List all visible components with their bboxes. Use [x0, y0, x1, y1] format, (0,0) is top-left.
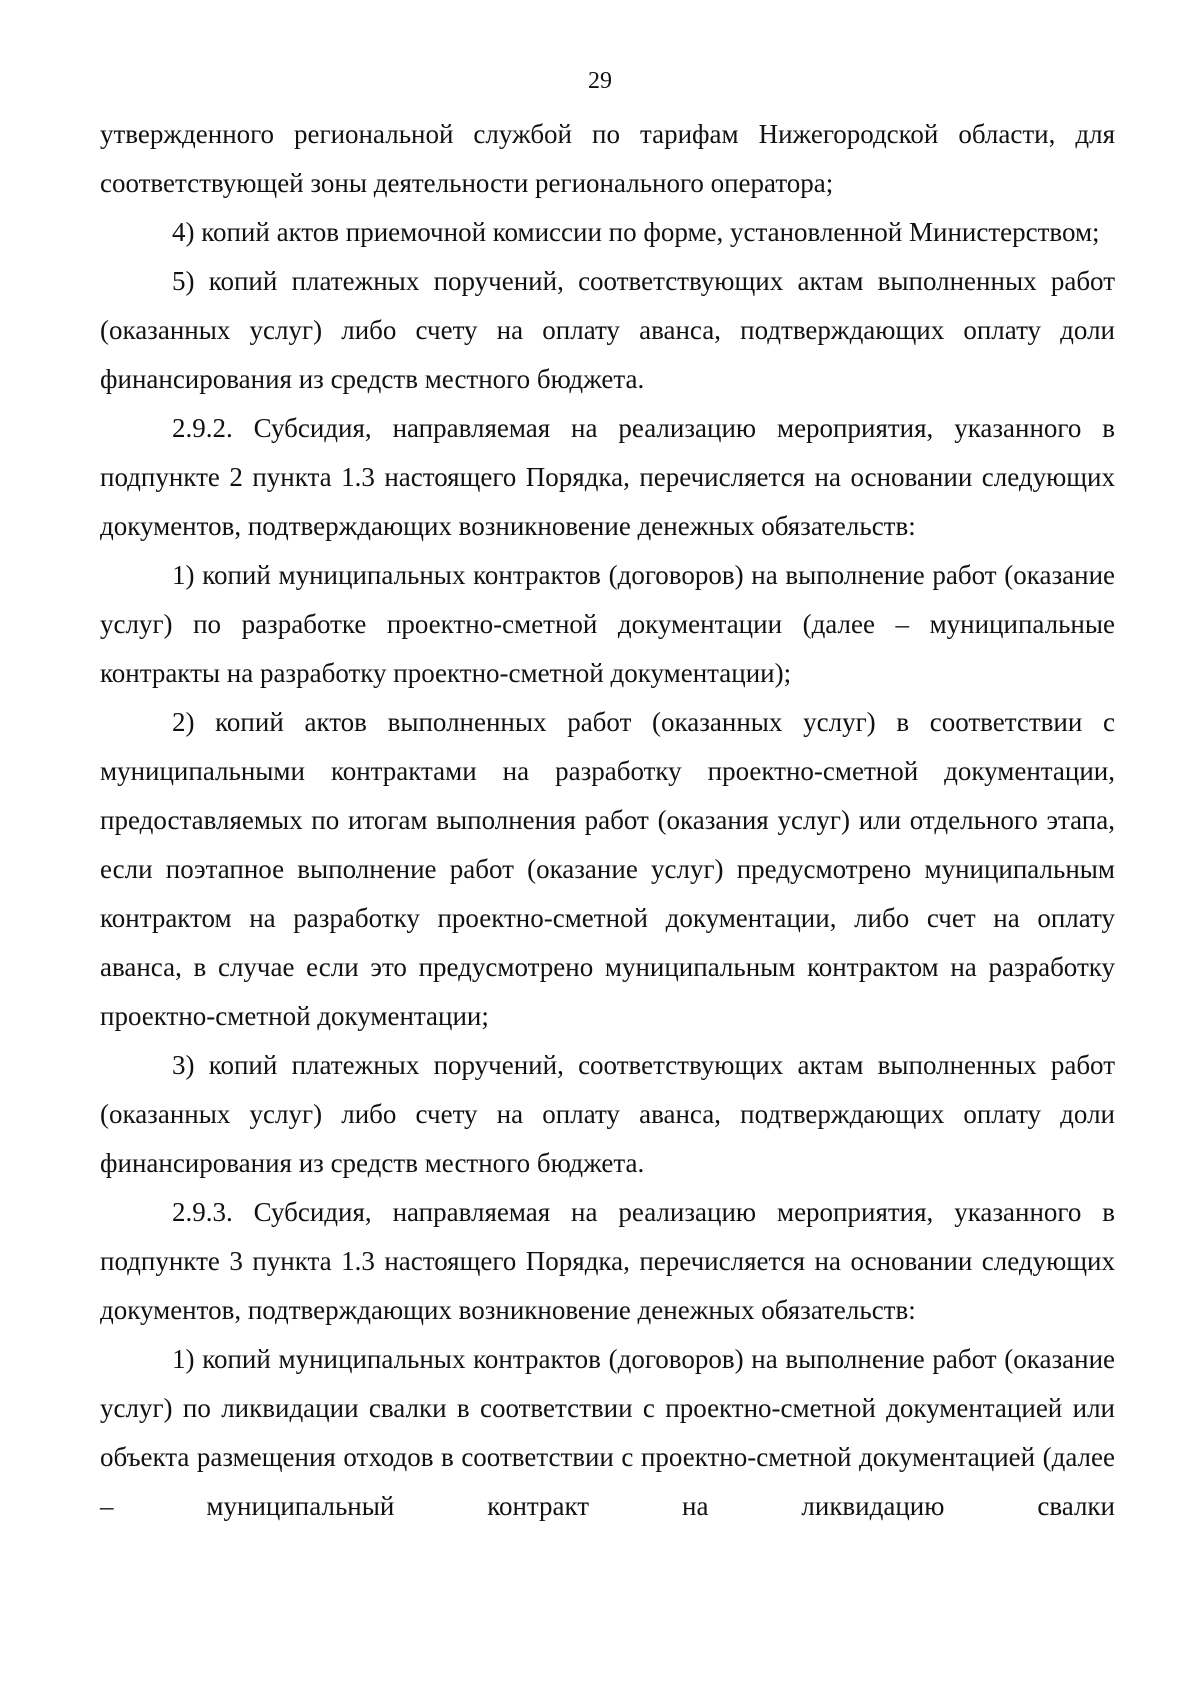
section-2-9-3-item-1: 1) копий муниципальных контрактов (договоров) на выполнение работ (оказание услуг) по ликвидации свалки в соответствии с проектно-сметной документацией или объекта размещения отходов в соответствии с проектно-сметной документацией (далее – муниципальный контракт на ликвидацию свалки [100, 1344, 1115, 1521]
paragraph-continuation: утвержденного региональной службой по тарифам Нижегородской области, для соответствующей зоны деятельности регионального оператора; [100, 119, 1115, 198]
list-item-5-payment-orders: 5) копий платежных поручений, соответствующих актам выполненных работ (оказанных услуг) либо счету на оплату аванса, подтверждающих оплату доли финансирования из средств местного бюджета. [100, 266, 1115, 394]
section-2-9-2-item-2: 2) копий актов выполненных работ (оказанных услуг) в соответствии с муниципальными контрактами на разработку проектно-сметной документации, предоставляемых по итогам выполнения работ (оказания услуг) или отдельного этапа, если поэтапное выполнение работ (оказание услуг) предусмотрено муниципальным контрактом на разработку проектно-сметной документации, либо счет на оплату аванса, в случае если это предусмотрено муниципальным контрактом на разработку проектно-сметной документации; [100, 707, 1115, 1031]
section-2-9-2-item-3: 3) копий платежных поручений, соответствующих актам выполненных работ (оказанных услуг) либо счету на оплату аванса, подтверждающих оплату доли финансирования из средств местного бюджета. [100, 1050, 1115, 1178]
document-body [100, 110, 1115, 1531]
section-2-9-2: 2.9.2. Субсидия, направляемая на реализацию мероприятия, указанного в подпункте 2 пункта 1.3 настоящего Порядка, перечисляется на основании следующих документов, подтверждающих возникновение денежных обязательств: [100, 413, 1115, 541]
page-number: 29 [588, 68, 612, 94]
section-2-9-2-item-1: 1) копий муниципальных контрактов (договоров) на выполнение работ (оказание услуг) по разработке проектно-сметной документации (далее – муниципальные контракты на разработку проектно-сметной документации); [100, 560, 1115, 688]
section-2-9-3: 2.9.3. Субсидия, направляемая на реализацию мероприятия, указанного в подпункте 3 пункта 1.3 настоящего Порядка, перечисляется на основании следующих документов, подтверждающих возникновение денежных обязательств: [100, 1197, 1115, 1325]
list-item-4-acceptance-acts: 4) копий актов приемочной комиссии по форме, установленной Министерством; [172, 217, 1100, 247]
